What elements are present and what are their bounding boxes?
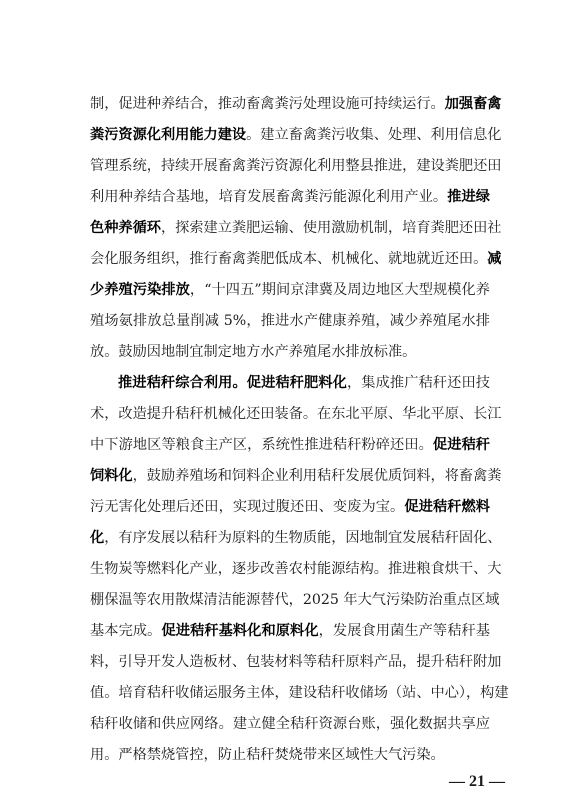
bold-heading-run: 色种养循环 xyxy=(90,220,161,236)
text-line-17 xyxy=(90,588,500,612)
text-run: ，探索建立粪肥运输、使用激励机制，培育粪肥还田社 xyxy=(160,220,502,236)
text-run: 制，促进种养结合，推动畜禽粪污处理设施可持续运行。 xyxy=(90,96,445,112)
text-line-22 xyxy=(90,743,445,767)
text-line-2 xyxy=(90,123,502,147)
page-number: — 21 — xyxy=(449,773,505,790)
bold-heading-run: 粪污资源化利用能力建设 xyxy=(90,127,247,143)
bold-heading-run: 化 xyxy=(90,530,105,546)
text-run: 用。严格禁烧管控，防止秸秆焚烧带来区域性大气污染。 xyxy=(90,747,445,763)
text-run: 殖场氨排放总量削减 5%，推进水产健康养殖，减少养殖尾水排 xyxy=(90,313,490,329)
text-run: 秸秆收储和供应网络。建立健全秸秆资源台账，强化数据共享应 xyxy=(90,716,490,732)
text-run: 利用种养结合基地，培育发展畜禽粪污能源化利用产业。 xyxy=(90,189,448,205)
bold-heading-run: 促进秸秆燃料 xyxy=(404,499,490,515)
text-line-8 xyxy=(90,309,490,333)
text-run: ，“十四五”期间京津冀及周边地区大型规模化养 xyxy=(189,282,490,298)
bold-heading-run: 促进秸秆基料化和原料化 xyxy=(161,623,319,639)
text-line-20 xyxy=(90,681,509,705)
text-run: 棚保温等农用散煤清洁能源替代，2025 年大气污染防治重点区域 xyxy=(90,592,500,608)
bold-heading-run: 促进秸秆肥料化 xyxy=(246,375,347,391)
bold-heading-run: 推进绿 xyxy=(447,189,490,205)
text-run: 会化服务组织，推行畜禽粪肥低成本、机械化、就地就近还田。 xyxy=(90,251,488,267)
bold-heading-run: 饲料化 xyxy=(90,468,133,484)
text-run: 。建立畜禽粪污收集、处理、利用信息化 xyxy=(246,127,502,143)
text-run: ，鼓励养殖场和饲料企业利用秸秆发展优质饲料，将畜禽粪 xyxy=(132,468,502,484)
text-line-16 xyxy=(90,557,502,581)
text-line-3 xyxy=(90,154,502,178)
text-line-4 xyxy=(90,185,490,209)
text-run: 污无害化处理后还田，实现过腹还田、变废为宝。 xyxy=(90,499,405,515)
text-line-14 xyxy=(90,495,490,519)
bold-heading-run: 促进秸秆 xyxy=(432,437,490,453)
bold-heading-run: 减 xyxy=(487,251,502,267)
text-line-15 xyxy=(90,526,502,550)
text-run: ，集成推广秸秆还田技 xyxy=(346,375,490,391)
text-run: 生物炭等燃料化产业，逐步改善农村能源结构。推进粮食烘干、大 xyxy=(90,561,502,577)
text-line-6 xyxy=(90,247,502,271)
text-line-1 xyxy=(90,92,502,116)
text-line-12 xyxy=(90,433,490,457)
bold-heading-run: 加强畜禽 xyxy=(444,96,502,112)
bold-heading-run: 推进秸秆综合利用。 xyxy=(118,375,247,391)
text-run: 中下游地区等粮食主产区，系统性推进秸秆粉碎还田。 xyxy=(90,437,433,453)
text-line-5 xyxy=(90,216,502,240)
text-run: ，发展食用菌生产等秸秆基 xyxy=(318,623,490,639)
text-line-18 xyxy=(90,619,490,643)
text-line-19 xyxy=(90,650,502,674)
text-run: 管理系统，持续开展畜禽粪污资源化利用整县推进，建设粪肥还田 xyxy=(90,158,502,174)
text-line-10 xyxy=(118,371,490,395)
text-line-11 xyxy=(90,402,502,426)
text-line-21 xyxy=(90,712,490,736)
bold-heading-run: 少养殖污染排放 xyxy=(90,282,190,298)
text-run: 基本完成。 xyxy=(90,623,162,639)
text-run: 放。鼓励因地制宜制定地方水产养殖尾水排放标准。 xyxy=(90,344,417,360)
text-run: 值。培育秸秆收储运服务主体，建设秸秆收储场（站、中心），构建 xyxy=(90,685,509,701)
text-line-7 xyxy=(90,278,490,302)
text-run: ，有序发展以秸秆为原料的生物质能，因地制宜发展秸秆固化、 xyxy=(104,530,502,546)
text-run: 术，改造提升秸秆机械化还田装备。在东北平原、华北平原、长江 xyxy=(90,406,502,422)
text-run: 料，引导开发人造板材、包装材料等秸秆原料产品，提升秸秆附加 xyxy=(90,654,502,670)
text-line-13 xyxy=(90,464,502,488)
text-line-9 xyxy=(90,340,416,364)
